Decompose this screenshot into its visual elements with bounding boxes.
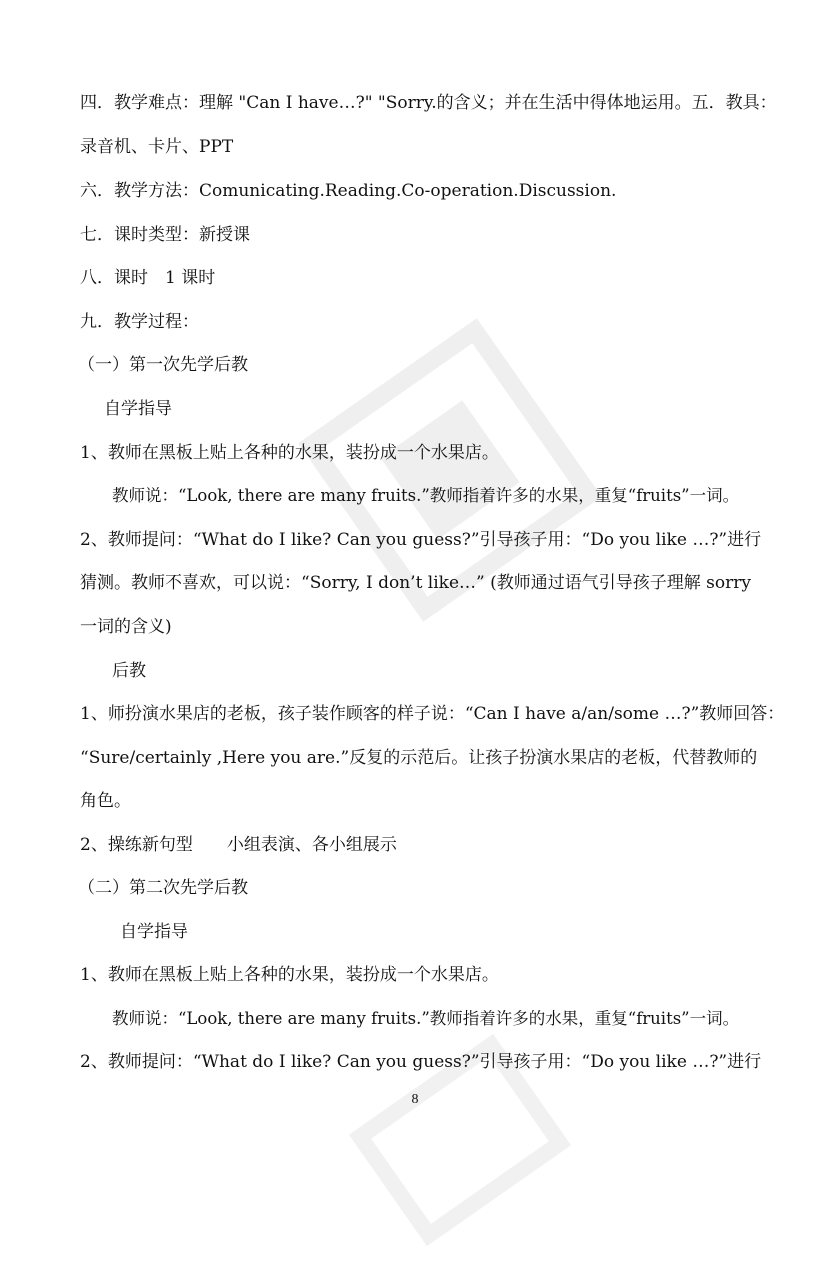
text-line-22: 教师说：“Look, there are many fruits.”教师指着许多的水果，重复“fruits”一词。 xyxy=(112,1009,740,1028)
text-line-4: 七．课时类型：新授课 xyxy=(80,225,250,245)
text-line-5: 八．课时 1 课时 xyxy=(80,268,216,288)
text-line-3: 六．教学方法：Comunicating.Reading.Co-operation.Discussion. xyxy=(80,181,617,201)
text-line-16: “Sure/certainly ,Here you are.”反复的示范后。让孩子扮演水果店的老板，代替教师的 xyxy=(80,748,758,768)
text-line-17: 角色。 xyxy=(80,791,131,811)
text-line-19: （二）第二次先学后教 xyxy=(78,878,248,898)
text-line-21: 1、教师在黑板上贴上各种的水果，装扮成一个水果店。 xyxy=(80,965,499,985)
text-line-10: 教师说：“Look, there are many fruits.”教师指着许多的水果，重复“fruits”一词。 xyxy=(112,486,740,505)
text-line-14: 后教 xyxy=(112,661,146,681)
text-line-7: （一）第一次先学后教 xyxy=(78,355,248,375)
text-line-6: 九．教学过程： xyxy=(80,312,199,332)
text-line-13: 一词的含义) xyxy=(80,617,172,637)
text-line-12: 猜测。教师不喜欢，可以说：“Sorry, I don’t like…” (教师通过语气引导孩子理解 sorry xyxy=(80,573,751,593)
page-number: 8 xyxy=(411,1092,419,1107)
text-line-23: 2、教师提问：“What do I like? Can you guess?”引导孩子用：“Do you like …?”进行 xyxy=(80,1052,762,1072)
text-line-18: 2、操练新句型 小组表演、各小组展示 xyxy=(80,835,397,855)
text-line-11: 2、教师提问：“What do I like? Can you guess?”引导孩子用：“Do you like …?”进行 xyxy=(80,530,762,550)
text-line-1: 四．教学难点：理解 "Can I have…?" "Sorry.的含义；并在生活中得体地运用。五．教具： xyxy=(80,93,777,113)
text-line-9: 1、教师在黑板上贴上各种的水果，装扮成一个水果店。 xyxy=(80,443,499,463)
text-line-8: 自学指导 xyxy=(104,399,172,419)
text-line-2: 录音机、卡片、PPT xyxy=(80,137,234,157)
text-line-15: 1、师扮演水果店的老板，孩子装作顾客的样子说：“Can I have a/an/some …?”教师回答： xyxy=(80,704,785,724)
text-line-20: 自学指导 xyxy=(120,922,188,942)
